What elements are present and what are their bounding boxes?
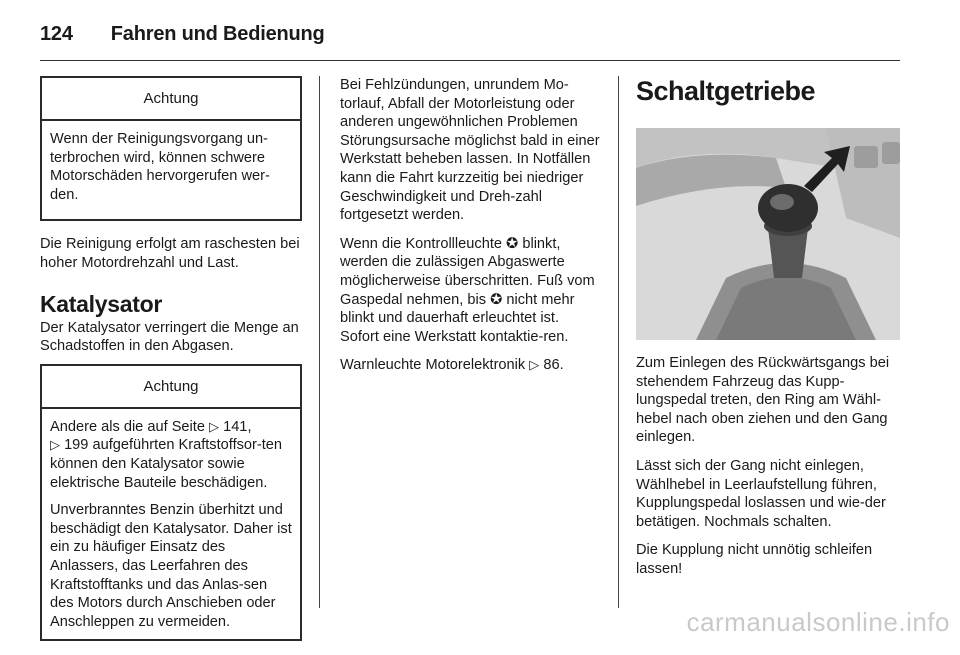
warning-body (42, 121, 300, 219)
reference-arrow-icon: ▷ (529, 357, 540, 373)
warning-light-paragraph: Wenn die Kontrollleuchte ✪ blinkt, werden die zulässigen Abgaswerte möglicherweise überschritten. Fuß vom Gaspedal nehmen, bis ✪ nicht mehr blinkt und dauerhaft erleuchtet ist. Sofort eine Werkstatt kontaktie-ren. (340, 235, 595, 345)
reverse-gear-paragraph: Zum Einlegen des Rückwärtsgangs bei stehendem Fahrzeug das Kupp-lungspedal treten, den Ring am Wähl-hebel nach oben ziehen und den Gang einlegen. (636, 355, 890, 446)
reference-arrow-icon: ▷ (209, 418, 220, 434)
warning-title: Achtung (42, 366, 300, 409)
katalysator-paragraph: Der Katalysator verringert die Menge an Schadstoffen in den Abgasen. (40, 319, 299, 355)
engine-check-icon: ✪ (490, 291, 503, 308)
cleaning-paragraph: Die Reinigung erfolgt am raschesten bei hoher Motordrehzahl und Last. (40, 236, 300, 271)
warning-petrol-paragraph: Unverbranntes Benzin überhitzt und beschädigt den Katalysator. Daher ist ein zu häufiger Einsatz des Anlassers, das Leerfahren des Kraftstofftanks und das Anlas-sen des Motors durch Anschieben oder Anschleppen zu vermeiden. (50, 502, 292, 630)
engine-electronics-paragraph: Warnleuchte Motorelektronik ▷ 86. (340, 357, 564, 374)
warning-box-catalyst (40, 364, 302, 642)
column-1 (40, 76, 302, 655)
page-ref-link[interactable]: 141 (223, 418, 248, 435)
gear-lever-illustration (636, 128, 900, 340)
page-header (40, 10, 900, 58)
warning-title: Achtung (42, 78, 300, 121)
page-ref-link[interactable]: 199 (64, 437, 89, 454)
heading-katalysator: Katalysator (40, 290, 162, 317)
column-divider-1 (319, 76, 320, 608)
warning-fuel-paragraph: Andere als die auf Seite ▷ 141, ▷ 199 aufgeführten Kraftstoffsor-ten können den Katalysator sowie elektrische Bauteile beschädigen. (50, 418, 283, 491)
watermark: carmanualsonline.info (686, 607, 950, 637)
warning-body (42, 409, 300, 640)
page-number: 124 (40, 22, 73, 45)
clutch-paragraph: Die Kupplung nicht unnötig schleifen lassen! (636, 542, 873, 577)
misfire-paragraph: Bei Fehlzündungen, unrundem Mo-torlauf, Abfall der Motorleistung oder anderen ungewöhnlichen Problemen Störungsursache möglichst bald in einer Werkstatt beheben lassen. In Notfällen kann die Fahrt kurzzeitig bei niedriger Geschwindigkeit und Dreh-zahl fortgesetzt werden. (340, 77, 600, 224)
gear-retry-paragraph: Lässt sich der Gang nicht einlegen, Wählhebel in Leerlaufstellung führen, Kupplungspedal loslassen und wie-der betätigen. Nochmals schalten. (636, 457, 886, 530)
page-section-title: Fahren und Bedienung (110, 22, 325, 45)
column-divider-2 (618, 76, 619, 608)
warning-box-cleaning (40, 76, 302, 221)
heading-schaltgetriebe: Schaltgetriebe (636, 76, 816, 106)
header-rule (40, 60, 900, 61)
gear-lever-drawing (636, 128, 900, 340)
column-3 (636, 76, 904, 589)
engine-check-icon: ✪ (506, 235, 519, 252)
warning-text: Wenn der Reinigungsvorgang un-terbrochen wird, können schwere Motorschäden hervorgerufen wer-den. (50, 131, 270, 203)
reference-arrow-icon: ▷ (50, 437, 60, 453)
page-ref-link[interactable]: 86 (543, 357, 560, 374)
column-2 (340, 76, 602, 385)
